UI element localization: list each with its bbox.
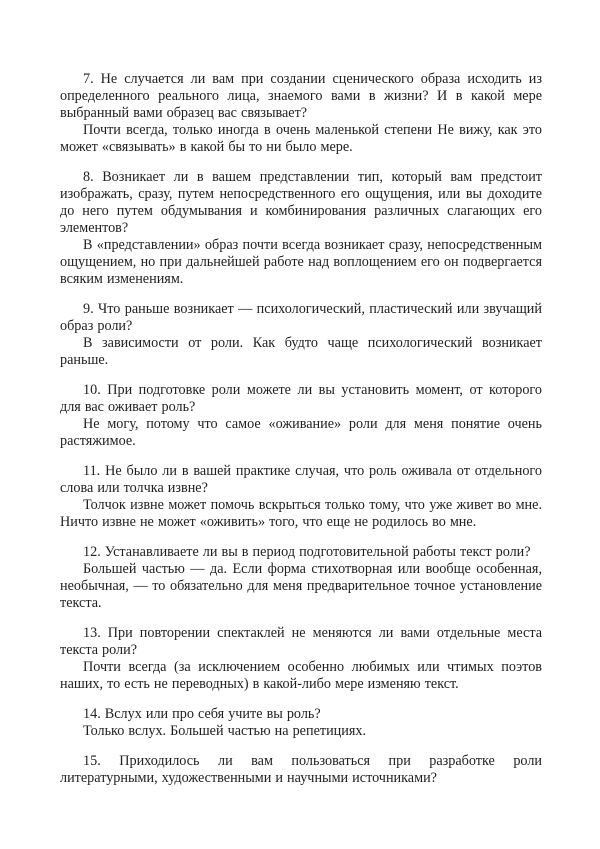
question-paragraph: 12. Устанавливаете ли вы в период подготовительной работы текст роли? [83,544,531,560]
question-paragraph: 11. Не было ли в вашей практике случая, что роль оживала от отдельного слова или толчка извне? [60,463,542,496]
question-paragraph: 14. Вслух или про себя учите вы роль? [83,706,321,722]
question-paragraph: 7. Не случается ли вам при создании сценического образа исходить из определенного реального лица, знаемого вами в жизни? И в какой мере выбранный вами образец вас связывает? [60,71,542,121]
answer-paragraph: Только вслух. Большей частью на репетициях. [83,723,367,739]
answer-paragraph: В зависимости от роли. Как будто чаще психологический возникает раньше. [60,335,542,368]
question-paragraph: 10. При подготовке роли можете ли вы установить момент, от которого для вас оживает роль? [60,382,542,415]
answer-paragraph: Почти всегда (за исключением особенно любимых или чтимых поэтов наших, то есть не переводных) в какой-либо мере изменяю текст. [60,659,542,692]
question-paragraph: 13. При повторении спектаклей не меняются ли вами отдельные места текста роли? [60,625,542,658]
answer-paragraph: Почти всегда, только иногда в очень маленькой степени Не вижу, как это может «связывать» в какой бы то ни было мере. [60,122,542,155]
question-paragraph: 9. Что раньше возникает — психологический, пластический или звучащий образ роли? [60,301,542,334]
answer-paragraph: Толчок извне может помочь вскрыться только тому, что уже живет во мне. Ничто извне не может «оживить» того, что еще не родилось во мне. [60,497,542,530]
qa-section-9 [60,301,542,369]
qa-section-13 [60,625,542,693]
qa-section-10 [60,382,542,450]
qa-section-12 [60,544,542,612]
qa-section-8 [60,169,542,288]
qa-section-15 [60,753,542,787]
qa-section-11 [60,463,542,531]
answer-paragraph: Большей частью — да. Если форма стихотворная или вообще особенная, необычная, — то обязательно для меня предварительное точное установление текста. [60,561,542,611]
answer-paragraph: В «представлении» образ почти всегда возникает сразу, непосредственным ощущением, но при дальнейшей работе над воплощением его он подвергается всяким изменениям. [60,237,542,287]
question-paragraph: 15. Приходилось ли вам пользоваться при разработке роли литературными, художественными и научными источниками? [60,753,542,786]
qa-section-14 [60,706,542,740]
question-paragraph: 8. Возникает ли в вашем представлении тип, который вам предстоит изображать, сразу, путем непосредственного его ощущения, или вы доходите до него путем обдумывания и комбинирования различных слагающих его элементов? [60,169,542,236]
answer-paragraph: Не могу, потому что самое «оживание» роли для меня понятие очень растяжимое. [60,416,542,449]
qa-section-7 [60,71,542,156]
